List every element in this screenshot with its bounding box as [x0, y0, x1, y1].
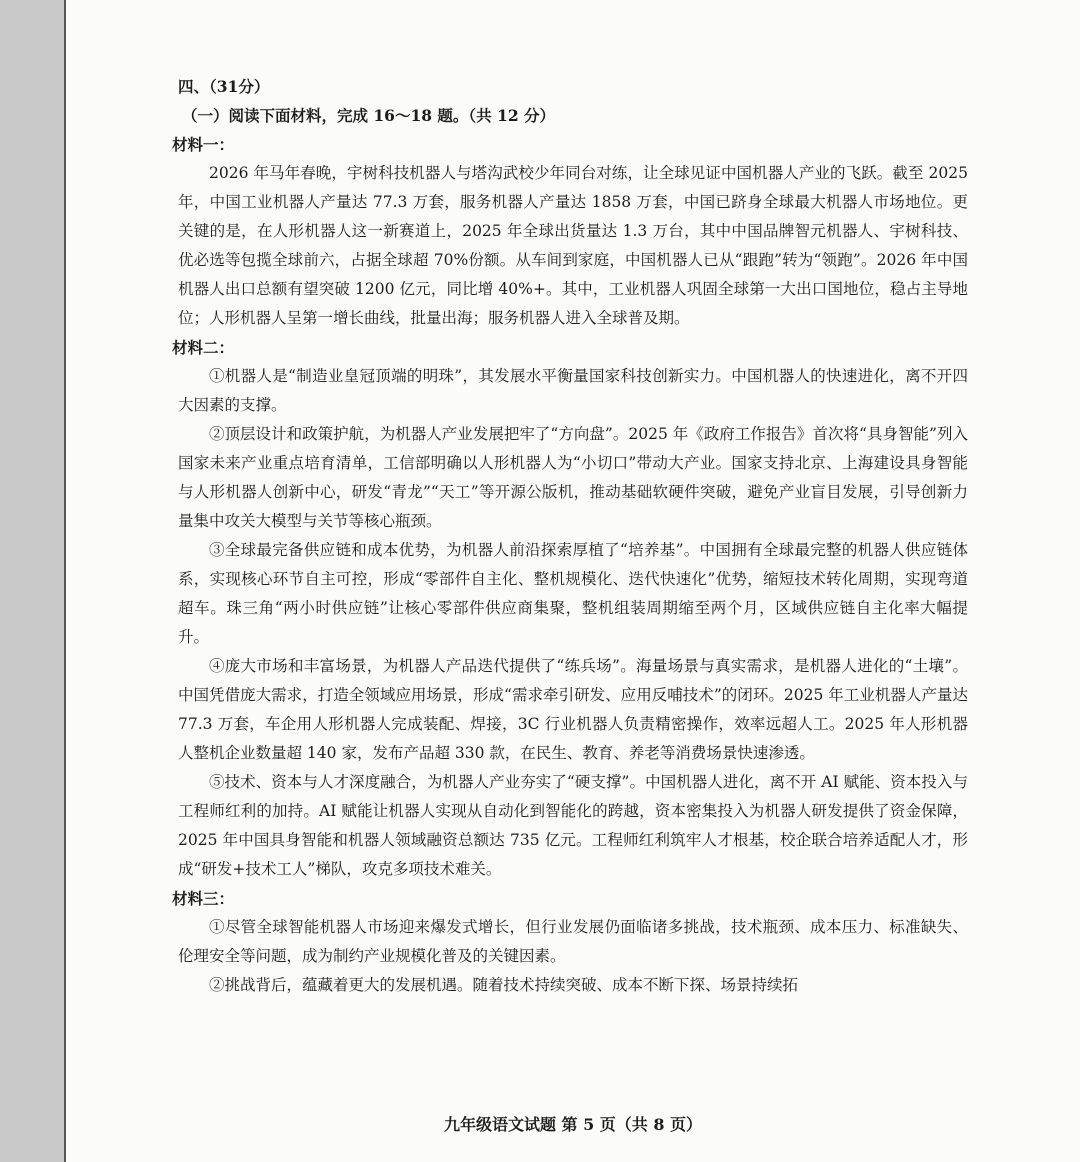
material-2-paragraph-3: ③全球最完备供应链和成本优势，为机器人前沿探索厚植了“培养基”。中国拥有全球最完整的机器人供应链体系，实现核心环节自主可控，形成“零部件自主化、整机规模化、迭代快速化”优势，缩短技术转化周期，实现弯道超车。珠三角“两小时供应链”让核心零部件供应商集聚，整机组装周期缩至两个月，区域供应链自主化率大幅提升。 [178, 541, 968, 646]
material-2-paragraph-5: ⑤技术、资本与人才深度融合，为机器人产业夯实了“硬支撑”。中国机器人进化，离不开 AI 赋能、资本投入与工程师红利的加持。AI 赋能让机器人实现从自动化到智能化的跨越，资本密集投入为机器人研发提供了资金保障，2025 年中国具身智能和机器人领域融资总额达 735 亿元。工程师红利筑牢人才根基，校企联合培养适配人才，形成“研发+技术工人”梯队，攻克多项技术难关。 [178, 773, 968, 878]
subsection-title: （一）阅读下面材料，完成 16～18 题。（共 12 分） [182, 106, 556, 125]
material-2-paragraph-1: ①机器人是“制造业皇冠顶端的明珠”，其发展水平衡量国家科技创新实力。中国机器人的快速进化，离不开四大因素的支撑。 [178, 367, 968, 414]
material-1-paragraph: 2026 年马年春晚，宇树科技机器人与塔沟武校少年同台对练，让全球见证中国机器人产业的飞跃。截至 2025 年，中国工业机器人产量达 77.3 万套，服务机器人产量达 1858 万套，中国已跻身全球最大机器人市场地位。更关键的是，在人形机器人这一新赛道上，2025 年全球出货量达 1.3 万台，其中中国品牌智元机器人、宇树科技、优必选等包揽全球前六，占据全球超 70%份额。从车间到家庭，中国机器人已从“跟跑”转为“领跑”。2026 年中国机器人出口总额有望突破 1200 亿元，同比增 40%+。其中，工业机器人巩固全球第一大出口国地位，稳占主导地位；人形机器人呈第一增长曲线，批量出海；服务机器人进入全球普及期。 [178, 164, 968, 327]
section-title: 四、（31分） [178, 77, 270, 96]
material-3-paragraph-1: ①尽管全球智能机器人市场迎来爆发式增长，但行业发展仍面临诸多挑战，技术瓶颈、成本压力、标准缺失、伦理安全等问题，成为制约产业规模化普及的关键因素。 [178, 918, 968, 965]
page-content [172, 72, 968, 1000]
material-2-label: 材料二： [172, 338, 235, 357]
material-3-label: 材料三： [172, 889, 235, 908]
page-footer: 九年级语文试题 第 5 页（共 8 页） [443, 1115, 703, 1134]
material-2-paragraph-2: ②顶层设计和政策护航，为机器人产业发展把牢了“方向盘”。2025 年《政府工作报告》首次将“具身智能”列入国家未来产业重点培育清单，工信部明确以人形机器人为“小切口”带动大产业。国家支持北京、上海建设具身智能与人形机器人创新中心，研发“青龙”“天工”等开源公版机，推动基础软硬件突破，避免产业盲目发展，引导创新力量集中攻关大模型与关节等核心瓶颈。 [178, 425, 968, 530]
material-3-paragraph-2: ②挑战背后，蕴藏着更大的发展机遇。随着技术持续突破、成本不断下探、场景持续拓 [209, 976, 799, 994]
material-2-paragraph-4: ④庞大市场和丰富场景，为机器人产品迭代提供了“练兵场”。海量场景与真实需求，是机器人进化的“土壤”。中国凭借庞大需求，打造全领域应用场景，形成“需求牵引研发、应用反哺技术”的闭环。2025 年工业机器人产量达 77.3 万套，车企用人形机器人完成装配、焊接，3C 行业机器人负责精密操作，效率远超人工。2025 年人形机器人整机企业数量超 140 家，发布产品超 330 款，在民生、教育、养老等消费场景快速渗透。 [178, 657, 968, 762]
material-1-label: 材料一： [172, 135, 235, 154]
